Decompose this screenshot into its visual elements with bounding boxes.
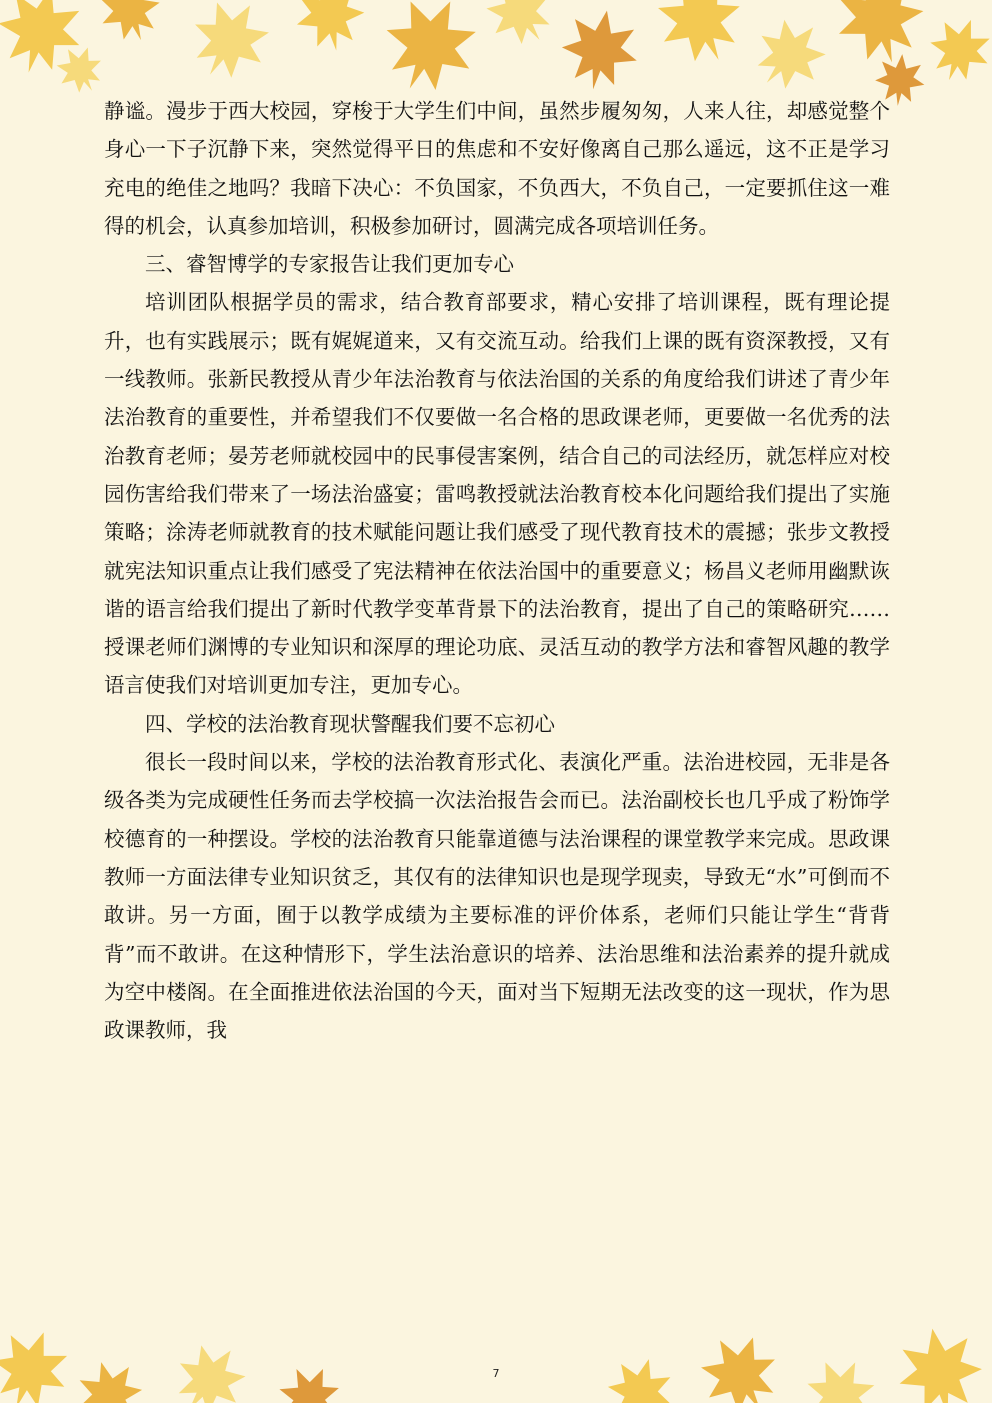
section-heading-4: 四、学校的法治教育现状警醒我们要不忘初心 — [145, 711, 555, 736]
section-heading-3: 三、睿智博学的专家报告让我们更加专心 — [145, 252, 514, 277]
paragraph-continuation: 静谧。漫步于西大校园，穿梭于大学生们中间，虽然步履匆匆，人来人往，却感觉整个身心一下子沉静下来，突然觉得平日的焦虑和不安好像离自己那么遥远，这不正是学习充电的绝佳之地吗？我暗下决心：不负国家，不负西大，不负自己，一定要抓住这一难得的机会，认真参加培训，积极参加研讨，圆满完成各项培训任务。 — [104, 99, 890, 238]
paragraph-training-courses: 培训团队根据学员的需求，结合教育部要求，精心安排了培训课程，既有理论提升，也有实践展示；既有娓娓道来，又有交流互动。给我们上课的既有资深教授，又有一线教师。张新民教授从青少年法治教育与依法治国的关系的角度给我们讲述了青少年法治教育的重要性，并希望我们不仅要做一名合格的思政课老师，更要做一名优秀的法治教育老师；晏芳老师就校园中的民事侵害案例，结合自己的司法经历，就怎样应对校园伤害给我们带来了一场法治盛宴；雷鸣教授就法治教育校本化问题给我们提出了实施策略；涂涛老师就教育的技术赋能问题让我们感受了现代教育技术的震撼；张步文教授就宪法知识重点让我们感受了宪法精神在依法治国中的重要意义；杨昌义老师用幽默诙谐的语言给我们提出了新时代教学变革背景下的法治教育，提出了自己的策略研究……授课老师们渊博的专业知识和深厚的理论功底、灵活互动的教学方法和睿智风趣的教学语言使我们对培训更加专注，更加专心。 — [104, 290, 890, 698]
paragraph-legal-education-status: 很长一段时间以来，学校的法治教育形式化、表演化严重。法治进校园，无非是各级各类为完成硬性任务而去学校搞一次法治报告会而已。法治副校长也几乎成了粉饰学校德育的一种摆设。学校的法治教育只能靠道德与法治课程的课堂教学来完成。思政课教师一方面法律专业知识贫乏，其仅有的法律知识也是现学现卖，导致无“水”可倒而不敢讲。另一方面，囿于以教学成绩为主要标准的评价体系，老师们只能让学生“背背背”而不敢讲。在这种情形下，学生法治意识的培养、法治思维和法治素养的提升就成为空中楼阁。在全面推进依法治国的今天，面对当下短期无法改变的这一现状，作为思政课教师，我 — [104, 750, 890, 1043]
document-body — [104, 92, 890, 1049]
page-number: 7 — [492, 1367, 500, 1380]
